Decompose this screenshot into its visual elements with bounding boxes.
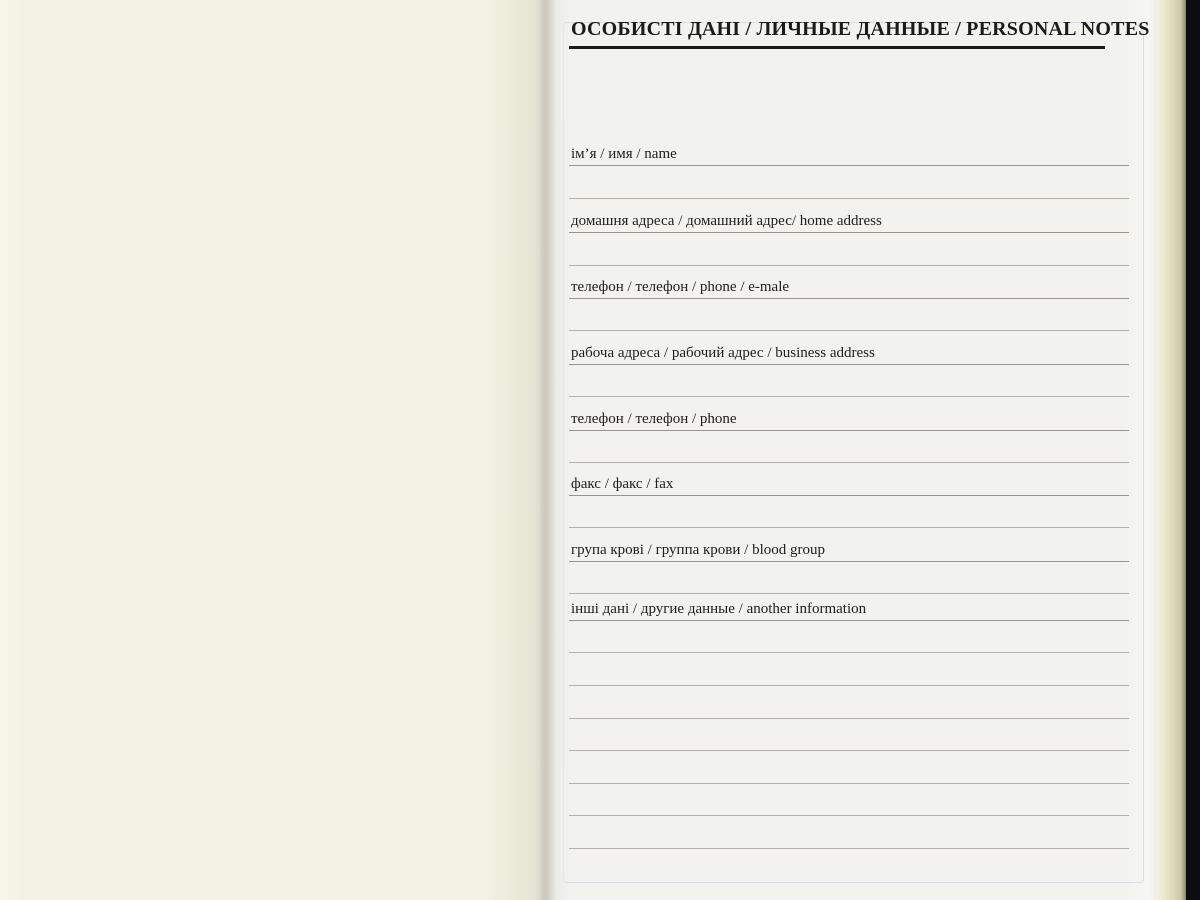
blank-rule: [569, 718, 1129, 719]
blank-rule: [569, 815, 1129, 816]
field-rule-phone-email: [569, 298, 1129, 299]
page-stack-edge: [1151, 0, 1186, 900]
field-label-phone-email: телефон / телефон / phone / e-male: [571, 279, 790, 295]
field-rule-business-address: [569, 364, 1129, 365]
left-blank-page: [0, 0, 540, 900]
personal-notes-page: [557, 0, 1151, 900]
blank-rule: [569, 198, 1129, 199]
binding-gutter-shadow: [540, 0, 557, 900]
blank-rule: [569, 396, 1129, 397]
field-label-name: ім’я / имя / name: [571, 146, 677, 162]
blank-rule: [569, 527, 1129, 528]
blank-rule: [569, 265, 1129, 266]
blank-rule: [569, 330, 1129, 331]
field-label-phone: телефон / телефон / phone: [571, 411, 737, 427]
field-label-business-address: рабоча адреса / рабочий адрес / business address: [571, 345, 875, 361]
blank-rule: [569, 593, 1129, 594]
field-rule-fax: [569, 495, 1129, 496]
field-label-home-address: домашня адреса / домашний адрес/ home address: [571, 213, 882, 229]
field-rule-phone: [569, 430, 1129, 431]
page-title: ОСОБИСТІ ДАНІ / ЛИЧНЫЕ ДАННЫЕ / PERSONAL NOTES: [571, 18, 1150, 40]
field-rule-other-info: [569, 620, 1129, 621]
blank-rule: [569, 783, 1129, 784]
blank-rule: [569, 685, 1129, 686]
blank-rule: [569, 848, 1129, 849]
field-label-other-info: інші дані / другие данные / another information: [571, 601, 867, 617]
field-rule-home-address: [569, 232, 1129, 233]
field-label-fax: факс / факс / fax: [571, 476, 674, 492]
title-underline: [569, 46, 1105, 49]
field-rule-blood-group: [569, 561, 1129, 562]
blank-rule: [569, 652, 1129, 653]
field-label-blood-group: група крові / группа крови / blood group: [571, 542, 825, 558]
blank-rule: [569, 750, 1129, 751]
blank-rule: [569, 462, 1129, 463]
field-rule-name: [569, 165, 1129, 166]
